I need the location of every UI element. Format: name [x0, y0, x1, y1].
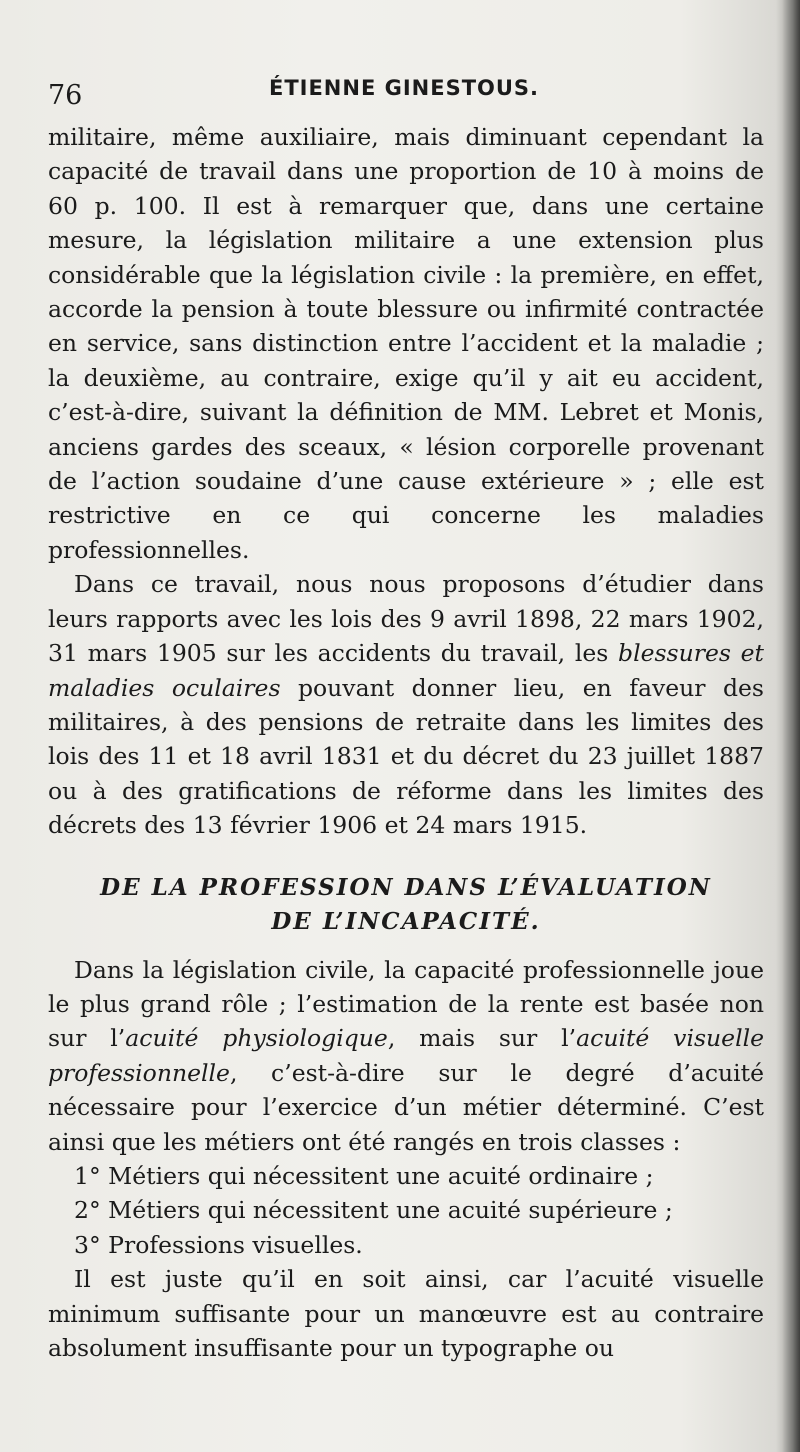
section-heading-line-2: DE L’INCAPACITÉ. — [271, 907, 541, 935]
paragraph-3 — [48, 953, 764, 1159]
spacer — [48, 939, 764, 953]
paragraph-3-part-a: Dans la législation civile, la capacité professionnelle joue le plus grand rôle ; l’estimation de la rente est basée non sur l’ — [48, 955, 764, 1053]
page-header — [48, 76, 760, 112]
list-item: 3° Professions visuelles. — [74, 1230, 363, 1259]
paragraph-3-italic-1: acuité physiologique — [125, 1024, 388, 1053]
paragraph-2 — [48, 567, 764, 842]
paragraph-3-part-b: , mais sur l’ — [387, 1024, 577, 1053]
paragraph-4: Il est juste qu’il en soit ainsi, car l’acuité visuelle minimum suffisante pour un manœuvre est au contraire absolument insuffisante pour un typographe ou — [48, 1265, 764, 1362]
spacer — [48, 843, 764, 857]
paragraph-2-italic: blessures et maladies oculaires — [48, 639, 764, 702]
page-edge-shadow — [782, 0, 800, 1452]
paragraph-2-part-a: Dans ce travail, nous nous proposons d’étudier dans leurs rapports avec les lois des 9 avril 1898, 22 mars 1902, 31 mars 1905 sur les accidents du travail, les — [48, 570, 764, 668]
paragraph-3-part-c: , c’est-à-dire sur le degré d’acuité nécessaire pour l’exercice d’un métier déterminé. C’est ainsi que les métiers ont été rangés en trois classes : — [48, 1058, 764, 1156]
page-number: 76 — [48, 80, 83, 111]
paragraph-1: militaire, même auxiliaire, mais diminuant cependant la capacité de travail dans une proportion de 10 à moins de 60 p. 100. Il est à remarquer que, dans une certaine mesure, la législation militaire a une extension plus considérable que la législation civile : la première, en effet, accorde la pension à toute blessure ou infirmité contractée en service, sans distinction entre l’accident et la maladie ; la deuxième, au contraire, exige qu’il y ait eu accident, c’est-à-dire, suivant la définition de MM. Lebret et Monis, anciens gardes des sceaux, « lésion corporelle provenant de l’action soudaine d’une cause extérieure » ; elle est restrictive en ce qui concerne les maladies professionnelles. — [48, 123, 764, 564]
running-head: ÉTIENNE GINESTOUS. — [268, 76, 540, 100]
spacer — [48, 857, 764, 871]
section-heading-line-1: DE LA PROFESSION DANS L’ÉVALUATION — [100, 873, 712, 901]
paragraph-2-part-b: pouvant donner lieu, en faveur des militaires, à des pensions de retraite dans les limites des lois des 11 et 18 avril 1831 et du décret du 23 juillet 1887 ou à des gratifications de réforme dans les limites des décrets des 13 février 1906 et 24 mars 1915. — [48, 673, 764, 840]
list-item: 2° Métiers qui nécessitent une acuité supérieure ; — [74, 1196, 673, 1225]
body-text — [48, 120, 764, 1365]
paragraph-3-italic-2: acuité visuelle professionnelle — [48, 1024, 765, 1087]
list-item: 1° Métiers qui nécessitent une acuité ordinaire ; — [74, 1161, 654, 1190]
